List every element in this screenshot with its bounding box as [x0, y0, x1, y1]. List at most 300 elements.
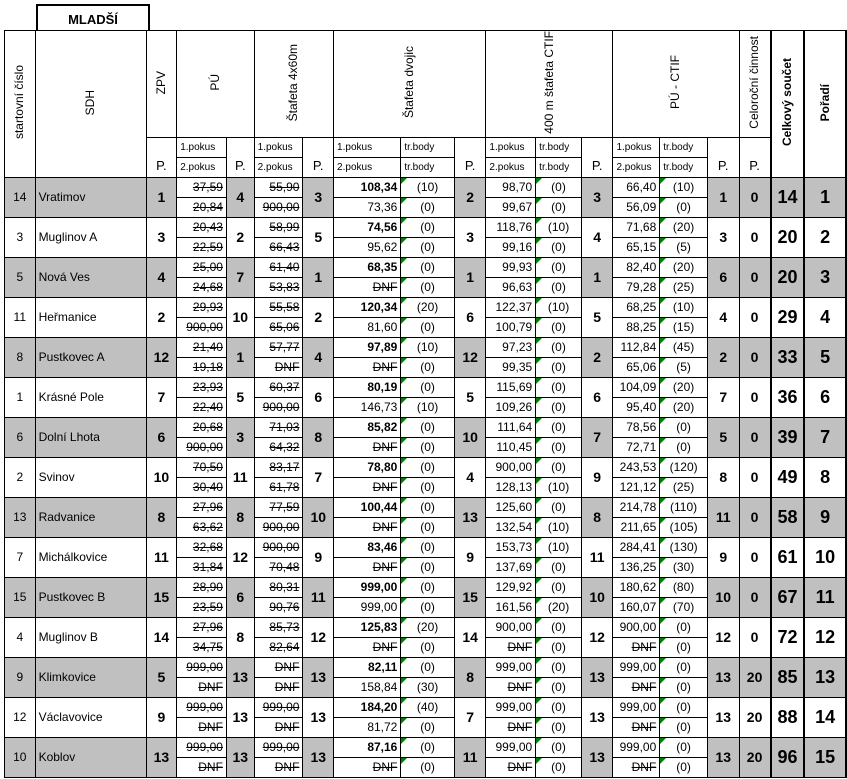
ctif-penalty1-cell: (0) — [536, 337, 582, 357]
total-score-cell: 88 — [771, 697, 805, 737]
ctif-attempt2-cell: 132,54 — [486, 517, 536, 537]
stafeta-attempt2-cell: 900,00 — [254, 197, 303, 217]
dvojic-attempt1-cell: 999,00 — [334, 577, 401, 597]
pu-attempt1-cell: 29,93 — [177, 297, 227, 317]
pu-attempt2-cell: 19,18 — [177, 357, 227, 377]
dvojic-attempt1-cell: 125,83 — [334, 617, 401, 637]
pu-ctif-penalty1-cell: (20) — [660, 257, 708, 277]
celorocni-cell: 20 — [739, 737, 771, 777]
ctif-place-cell: 2 — [581, 337, 613, 377]
stafeta-attempt2-cell: 64,32 — [254, 437, 303, 457]
ctif-attempt2-cell: DNF — [486, 717, 536, 737]
dvojic-attempt2-cell: DNF — [334, 277, 401, 297]
total-score-cell: 36 — [771, 377, 805, 417]
dvojic-place-cell: 14 — [454, 617, 486, 657]
celorocni-cell: 0 — [739, 177, 771, 217]
pu-attempt1-cell: 21,40 — [177, 337, 227, 357]
table-row — [5, 697, 847, 717]
stafeta-place-cell: 7 — [303, 457, 334, 497]
results-body — [5, 177, 847, 777]
ctif-penalty2-cell: (0) — [536, 277, 582, 297]
ctif-attempt2-cell: 137,69 — [486, 557, 536, 577]
stafeta-attempt1-cell: 900,00 — [254, 537, 303, 557]
dvojic-place-cell: 13 — [454, 497, 486, 537]
zpv-place-cell: 11 — [146, 537, 177, 577]
p-label: P. — [226, 137, 254, 177]
stafeta-place-cell: 3 — [303, 177, 334, 217]
start-number-cell: 15 — [5, 577, 36, 617]
header-poradi: Pořadí — [804, 31, 846, 178]
pu-attempt2-cell: DNF — [177, 757, 227, 777]
dvojic-place-cell: 6 — [454, 297, 486, 337]
pu-attempt2-cell: 30,40 — [177, 477, 227, 497]
pu-attempt2-cell: DNF — [177, 677, 227, 697]
dvojic-penalty2-cell: (0) — [401, 197, 454, 217]
dvojic-penalty2-cell: (0) — [401, 277, 454, 297]
dvojic-penalty2-cell: (0) — [401, 557, 454, 577]
trbody-label: tr.body — [401, 137, 454, 157]
zpv-place-cell: 7 — [146, 377, 177, 417]
header-ctif400: 400 m štafeta CTIF — [486, 31, 613, 138]
pu-ctif-attempt1-cell: 284,41 — [613, 537, 660, 557]
dvojic-penalty1-cell: (20) — [401, 617, 454, 637]
ctif-attempt2-cell: DNF — [486, 677, 536, 697]
dvojic-attempt2-cell: 146,73 — [334, 397, 401, 417]
header-dvojic: Štafeta dvojic — [334, 31, 486, 138]
pu-attempt1-cell: 20,43 — [177, 217, 227, 237]
dvojic-place-cell: 12 — [454, 337, 486, 377]
pu-ctif-attempt2-cell: 88,25 — [613, 317, 660, 337]
pu-ctif-penalty2-cell: (70) — [660, 597, 708, 617]
dvojic-attempt2-cell: 81,60 — [334, 317, 401, 337]
pu-attempt1-cell: 70,50 — [177, 457, 227, 477]
pu-ctif-place-cell: 13 — [707, 737, 739, 777]
dvojic-attempt1-cell: 100,44 — [334, 497, 401, 517]
pu-ctif-penalty2-cell: (20) — [660, 397, 708, 417]
celorocni-cell: 0 — [739, 417, 771, 457]
ctif-place-cell: 3 — [581, 177, 613, 217]
trbody-label: tr.body — [536, 157, 582, 177]
ctif-penalty2-cell: (0) — [536, 237, 582, 257]
dvojic-place-cell: 5 — [454, 377, 486, 417]
dvojic-penalty2-cell: (0) — [401, 237, 454, 257]
rank-cell: 11 — [804, 577, 846, 617]
dvojic-attempt1-cell: 68,35 — [334, 257, 401, 277]
pu-ctif-place-cell: 4 — [707, 297, 739, 337]
pu-place-cell: 13 — [226, 737, 254, 777]
trbody-label: tr.body — [536, 137, 582, 157]
total-score-cell: 33 — [771, 337, 805, 377]
dvojic-penalty1-cell: (0) — [401, 657, 454, 677]
start-number-cell: 2 — [5, 457, 36, 497]
ctif-attempt2-cell: 110,45 — [486, 437, 536, 457]
dvojic-attempt2-cell: DNF — [334, 437, 401, 457]
dvojic-penalty1-cell: (20) — [401, 297, 454, 317]
pu-ctif-attempt1-cell: 104,09 — [613, 377, 660, 397]
pu-ctif-attempt1-cell: 180,62 — [613, 577, 660, 597]
dvojic-attempt1-cell: 74,56 — [334, 217, 401, 237]
ctif-penalty1-cell: (10) — [536, 217, 582, 237]
ctif-penalty2-cell: (10) — [536, 477, 582, 497]
dvojic-place-cell: 10 — [454, 417, 486, 457]
ctif-place-cell: 9 — [581, 457, 613, 497]
dvojic-penalty2-cell: (30) — [401, 677, 454, 697]
pu-ctif-attempt1-cell: 214,78 — [613, 497, 660, 517]
ctif-attempt2-cell: 96,63 — [486, 277, 536, 297]
table-row — [5, 417, 847, 437]
pu-ctif-attempt2-cell: 211,65 — [613, 517, 660, 537]
pu-ctif-penalty1-cell: (20) — [660, 217, 708, 237]
table-row — [5, 577, 847, 597]
ctif-place-cell: 5 — [581, 297, 613, 337]
pu-ctif-attempt1-cell: 243,53 — [613, 457, 660, 477]
dvojic-penalty1-cell: (0) — [401, 577, 454, 597]
dvojic-penalty1-cell: (0) — [401, 417, 454, 437]
pu-place-cell: 6 — [226, 577, 254, 617]
stafeta-attempt1-cell: 80,31 — [254, 577, 303, 597]
start-number-cell: 4 — [5, 617, 36, 657]
rank-cell: 1 — [804, 177, 846, 217]
pu-ctif-attempt1-cell: 900,00 — [613, 617, 660, 637]
ctif-attempt1-cell: 153,73 — [486, 537, 536, 557]
pu-attempt2-cell: 20,84 — [177, 197, 227, 217]
celorocni-cell: 0 — [739, 337, 771, 377]
dvojic-attempt1-cell: 82,11 — [334, 657, 401, 677]
pu-ctif-attempt2-cell: 160,07 — [613, 597, 660, 617]
pu-ctif-attempt1-cell: 112,84 — [613, 337, 660, 357]
sdh-name-cell: Pustkovec A — [35, 337, 146, 377]
pu-place-cell: 11 — [226, 457, 254, 497]
table-row — [5, 217, 847, 237]
pu-place-cell: 4 — [226, 177, 254, 217]
sdh-name-cell: Radvanice — [35, 497, 146, 537]
ctif-penalty2-cell: (0) — [536, 397, 582, 417]
ctif-penalty1-cell: (0) — [536, 457, 582, 477]
zpv-place-cell: 1 — [146, 177, 177, 217]
dvojic-attempt2-cell: 158,84 — [334, 677, 401, 697]
dvojic-penalty2-cell: (0) — [401, 517, 454, 537]
dvojic-attempt2-cell: DNF — [334, 517, 401, 537]
zpv-place-cell: 10 — [146, 457, 177, 497]
header-sdh: SDH — [35, 31, 146, 178]
start-number-cell: 3 — [5, 217, 36, 257]
celorocni-cell: 0 — [739, 217, 771, 257]
pu-ctif-place-cell: 13 — [707, 657, 739, 697]
p-label: P. — [581, 137, 613, 177]
ctif-attempt1-cell: 900,00 — [486, 457, 536, 477]
dvojic-penalty2-cell: (10) — [401, 397, 454, 417]
pu-ctif-penalty2-cell: (5) — [660, 237, 708, 257]
pu-place-cell: 10 — [226, 297, 254, 337]
ctif-penalty2-cell: (0) — [536, 357, 582, 377]
dvojic-attempt2-cell: DNF — [334, 557, 401, 577]
sdh-name-cell: Koblov — [35, 737, 146, 777]
table-row — [5, 457, 847, 477]
ctif-place-cell: 10 — [581, 577, 613, 617]
pu-ctif-attempt2-cell: DNF — [613, 677, 660, 697]
ctif-attempt1-cell: 99,93 — [486, 257, 536, 277]
pu-ctif-attempt1-cell: 999,00 — [613, 697, 660, 717]
stafeta-attempt1-cell: 999,00 — [254, 697, 303, 717]
p-label: P. — [454, 137, 486, 177]
stafeta-attempt2-cell: DNF — [254, 677, 303, 697]
pu-ctif-penalty2-cell: (25) — [660, 477, 708, 497]
pu-ctif-penalty1-cell: (0) — [660, 617, 708, 637]
pu-ctif-place-cell: 9 — [707, 537, 739, 577]
ctif-penalty1-cell: (0) — [536, 497, 582, 517]
dvojic-attempt2-cell: DNF — [334, 637, 401, 657]
dvojic-penalty1-cell: (10) — [401, 337, 454, 357]
dvojic-attempt1-cell: 78,80 — [334, 457, 401, 477]
sdh-name-cell: Heřmanice — [35, 297, 146, 337]
ctif-attempt1-cell: 98,70 — [486, 177, 536, 197]
total-score-cell: 85 — [771, 657, 805, 697]
ctif-attempt1-cell: 118,76 — [486, 217, 536, 237]
stafeta-attempt2-cell: DNF — [254, 717, 303, 737]
pu-attempt1-cell: 27,96 — [177, 617, 227, 637]
stafeta-attempt2-cell: 82,64 — [254, 637, 303, 657]
stafeta-attempt1-cell: 85,73 — [254, 617, 303, 637]
stafeta-attempt2-cell: 900,00 — [254, 517, 303, 537]
ctif-attempt1-cell: 999,00 — [486, 737, 536, 757]
pu-attempt2-cell: 63,62 — [177, 517, 227, 537]
ctif-penalty2-cell: (20) — [536, 597, 582, 617]
pu-place-cell: 7 — [226, 257, 254, 297]
celorocni-cell: 20 — [739, 657, 771, 697]
dvojic-place-cell: 7 — [454, 697, 486, 737]
header-start-number: startovní číslo — [5, 31, 36, 178]
pu-attempt1-cell: 28,90 — [177, 577, 227, 597]
rank-cell: 14 — [804, 697, 846, 737]
ctif-place-cell: 12 — [581, 617, 613, 657]
stafeta-attempt1-cell: 77,59 — [254, 497, 303, 517]
total-score-cell: 96 — [771, 737, 805, 777]
table-row — [5, 377, 847, 397]
pu-ctif-place-cell: 2 — [707, 337, 739, 377]
trbody-label: tr.body — [401, 157, 454, 177]
celorocni-cell: 0 — [739, 257, 771, 297]
pokus1-label: 1.pokus — [613, 137, 660, 157]
sdh-name-cell: Muglinov B — [35, 617, 146, 657]
pu-attempt2-cell: 24,68 — [177, 277, 227, 297]
pu-ctif-attempt1-cell: 78,56 — [613, 417, 660, 437]
ctif-penalty1-cell: (0) — [536, 737, 582, 757]
dvojic-penalty1-cell: (0) — [401, 257, 454, 277]
pokus1-label: 1.pokus — [486, 137, 536, 157]
pokus1-label: 1.pokus — [177, 137, 227, 157]
dvojic-place-cell: 15 — [454, 577, 486, 617]
ctif-attempt2-cell: DNF — [486, 757, 536, 777]
ctif-penalty2-cell: (0) — [536, 677, 582, 697]
pu-ctif-penalty1-cell: (110) — [660, 497, 708, 517]
pu-ctif-penalty1-cell: (20) — [660, 377, 708, 397]
pu-ctif-attempt2-cell: DNF — [613, 757, 660, 777]
rank-cell: 5 — [804, 337, 846, 377]
ctif-attempt2-cell: DNF — [486, 637, 536, 657]
ctif-penalty1-cell: (0) — [536, 177, 582, 197]
ctif-attempt1-cell: 115,69 — [486, 377, 536, 397]
table-row — [5, 297, 847, 317]
trbody-label: tr.body — [660, 157, 708, 177]
stafeta-attempt1-cell: 57,77 — [254, 337, 303, 357]
total-score-cell: 20 — [771, 217, 805, 257]
pu-ctif-penalty2-cell: (0) — [660, 677, 708, 697]
pu-ctif-attempt2-cell: 121,12 — [613, 477, 660, 497]
stafeta-attempt1-cell: 71,03 — [254, 417, 303, 437]
pu-ctif-penalty1-cell: (0) — [660, 737, 708, 757]
zpv-place-cell: 14 — [146, 617, 177, 657]
stafeta-attempt1-cell: 61,40 — [254, 257, 303, 277]
pu-attempt1-cell: 37,59 — [177, 177, 227, 197]
table-row — [5, 497, 847, 517]
pu-ctif-penalty1-cell: (0) — [660, 417, 708, 437]
dvojic-attempt1-cell: 87,16 — [334, 737, 401, 757]
header-pu-ctif: PÚ - CTIF — [613, 31, 739, 138]
p-label: P. — [146, 137, 177, 177]
pu-ctif-penalty1-cell: (80) — [660, 577, 708, 597]
header-pu: PÚ — [177, 31, 254, 138]
table-row — [5, 617, 847, 637]
rank-cell: 6 — [804, 377, 846, 417]
zpv-place-cell: 9 — [146, 697, 177, 737]
pokus2-label: 2.pokus — [177, 157, 227, 177]
pu-ctif-penalty2-cell: (0) — [660, 717, 708, 737]
pu-ctif-place-cell: 5 — [707, 417, 739, 457]
stafeta-attempt1-cell: 60,37 — [254, 377, 303, 397]
dvojic-penalty2-cell: (0) — [401, 717, 454, 737]
start-number-cell: 1 — [5, 377, 36, 417]
table-row — [5, 257, 847, 277]
stafeta-place-cell: 2 — [303, 297, 334, 337]
pu-attempt1-cell: 32,68 — [177, 537, 227, 557]
pu-place-cell: 3 — [226, 417, 254, 457]
pu-ctif-place-cell: 11 — [707, 497, 739, 537]
ctif-place-cell: 6 — [581, 377, 613, 417]
stafeta-attempt1-cell: DNF — [254, 657, 303, 677]
pu-ctif-place-cell: 8 — [707, 457, 739, 497]
zpv-place-cell: 3 — [146, 217, 177, 257]
pu-ctif-attempt1-cell: 999,00 — [613, 657, 660, 677]
dvojic-penalty2-cell: (0) — [401, 357, 454, 377]
ctif-penalty2-cell: (0) — [536, 637, 582, 657]
zpv-place-cell: 15 — [146, 577, 177, 617]
p-label: P. — [303, 137, 334, 177]
ctif-penalty1-cell: (0) — [536, 657, 582, 677]
pu-attempt1-cell: 25,00 — [177, 257, 227, 277]
ctif-place-cell: 1 — [581, 257, 613, 297]
pu-ctif-attempt2-cell: 79,28 — [613, 277, 660, 297]
total-score-cell: 61 — [771, 537, 805, 577]
rank-cell: 4 — [804, 297, 846, 337]
ctif-attempt2-cell: 161,56 — [486, 597, 536, 617]
p-label: P. — [707, 137, 739, 177]
ctif-attempt1-cell: 122,37 — [486, 297, 536, 317]
stafeta-place-cell: 13 — [303, 737, 334, 777]
start-number-cell: 11 — [5, 297, 36, 337]
pu-attempt1-cell: 999,00 — [177, 657, 227, 677]
stafeta-place-cell: 4 — [303, 337, 334, 377]
pu-attempt1-cell: 999,00 — [177, 697, 227, 717]
stafeta-attempt1-cell: 58,99 — [254, 217, 303, 237]
group-title: MLADŠÍ — [36, 4, 150, 32]
dvojic-penalty2-cell: (0) — [401, 437, 454, 457]
dvojic-place-cell: 2 — [454, 177, 486, 217]
ctif-place-cell: 4 — [581, 217, 613, 257]
total-score-cell: 49 — [771, 457, 805, 497]
dvojic-attempt1-cell: 184,20 — [334, 697, 401, 717]
dvojic-penalty1-cell: (0) — [401, 217, 454, 237]
pu-place-cell: 1 — [226, 337, 254, 377]
dvojic-attempt2-cell: DNF — [334, 757, 401, 777]
celorocni-cell: 20 — [739, 697, 771, 737]
pu-ctif-place-cell: 13 — [707, 697, 739, 737]
table-row — [5, 657, 847, 677]
ctif-attempt2-cell: 128,13 — [486, 477, 536, 497]
dvojic-attempt2-cell: DNF — [334, 477, 401, 497]
start-number-cell: 8 — [5, 337, 36, 377]
ctif-place-cell: 7 — [581, 417, 613, 457]
celorocni-cell: 0 — [739, 457, 771, 497]
header-stafeta: Štafeta 4x60m — [254, 31, 333, 138]
total-score-cell: 29 — [771, 297, 805, 337]
p-label: P. — [739, 137, 771, 177]
start-number-cell: 14 — [5, 177, 36, 217]
pu-ctif-attempt1-cell: 71,68 — [613, 217, 660, 237]
zpv-place-cell: 5 — [146, 657, 177, 697]
sdh-name-cell: Vratimov — [35, 177, 146, 217]
ctif-place-cell: 13 — [581, 737, 613, 777]
ctif-penalty1-cell: (0) — [536, 257, 582, 277]
dvojic-penalty1-cell: (0) — [401, 377, 454, 397]
pu-ctif-place-cell: 6 — [707, 257, 739, 297]
stafeta-attempt2-cell: DNF — [254, 757, 303, 777]
stafeta-place-cell: 13 — [303, 657, 334, 697]
celorocni-cell: 0 — [739, 537, 771, 577]
rank-cell: 13 — [804, 657, 846, 697]
stafeta-place-cell: 5 — [303, 217, 334, 257]
ctif-penalty1-cell: (0) — [536, 617, 582, 637]
pu-ctif-penalty2-cell: (0) — [660, 637, 708, 657]
dvojic-attempt1-cell: 80,19 — [334, 377, 401, 397]
dvojic-attempt1-cell: 85,82 — [334, 417, 401, 437]
stafeta-attempt2-cell: 90,76 — [254, 597, 303, 617]
header-celkovy: Celkový součet — [771, 31, 805, 178]
pu-ctif-penalty2-cell: (5) — [660, 357, 708, 377]
pu-ctif-penalty1-cell: (0) — [660, 697, 708, 717]
sdh-name-cell: Dolní Lhota — [35, 417, 146, 457]
pu-attempt1-cell: 27,96 — [177, 497, 227, 517]
pokus2-label: 2.pokus — [486, 157, 536, 177]
rank-cell: 12 — [804, 617, 846, 657]
table-row — [5, 737, 847, 757]
pu-ctif-penalty1-cell: (45) — [660, 337, 708, 357]
ctif-attempt2-cell: 99,35 — [486, 357, 536, 377]
stafeta-attempt2-cell: 53,83 — [254, 277, 303, 297]
stafeta-attempt1-cell: 999,00 — [254, 737, 303, 757]
celorocni-cell: 0 — [739, 577, 771, 617]
stafeta-attempt1-cell: 55,58 — [254, 297, 303, 317]
stafeta-place-cell: 9 — [303, 537, 334, 577]
celorocni-cell: 0 — [739, 377, 771, 417]
sdh-name-cell: Klimkovice — [35, 657, 146, 697]
table-row — [5, 177, 847, 197]
celorocni-cell: 0 — [739, 497, 771, 537]
pu-ctif-attempt1-cell: 999,00 — [613, 737, 660, 757]
stafeta-attempt2-cell: 61,78 — [254, 477, 303, 497]
pu-ctif-penalty1-cell: (10) — [660, 177, 708, 197]
pokus1-label: 1.pokus — [254, 137, 303, 157]
dvojic-penalty2-cell: (0) — [401, 317, 454, 337]
